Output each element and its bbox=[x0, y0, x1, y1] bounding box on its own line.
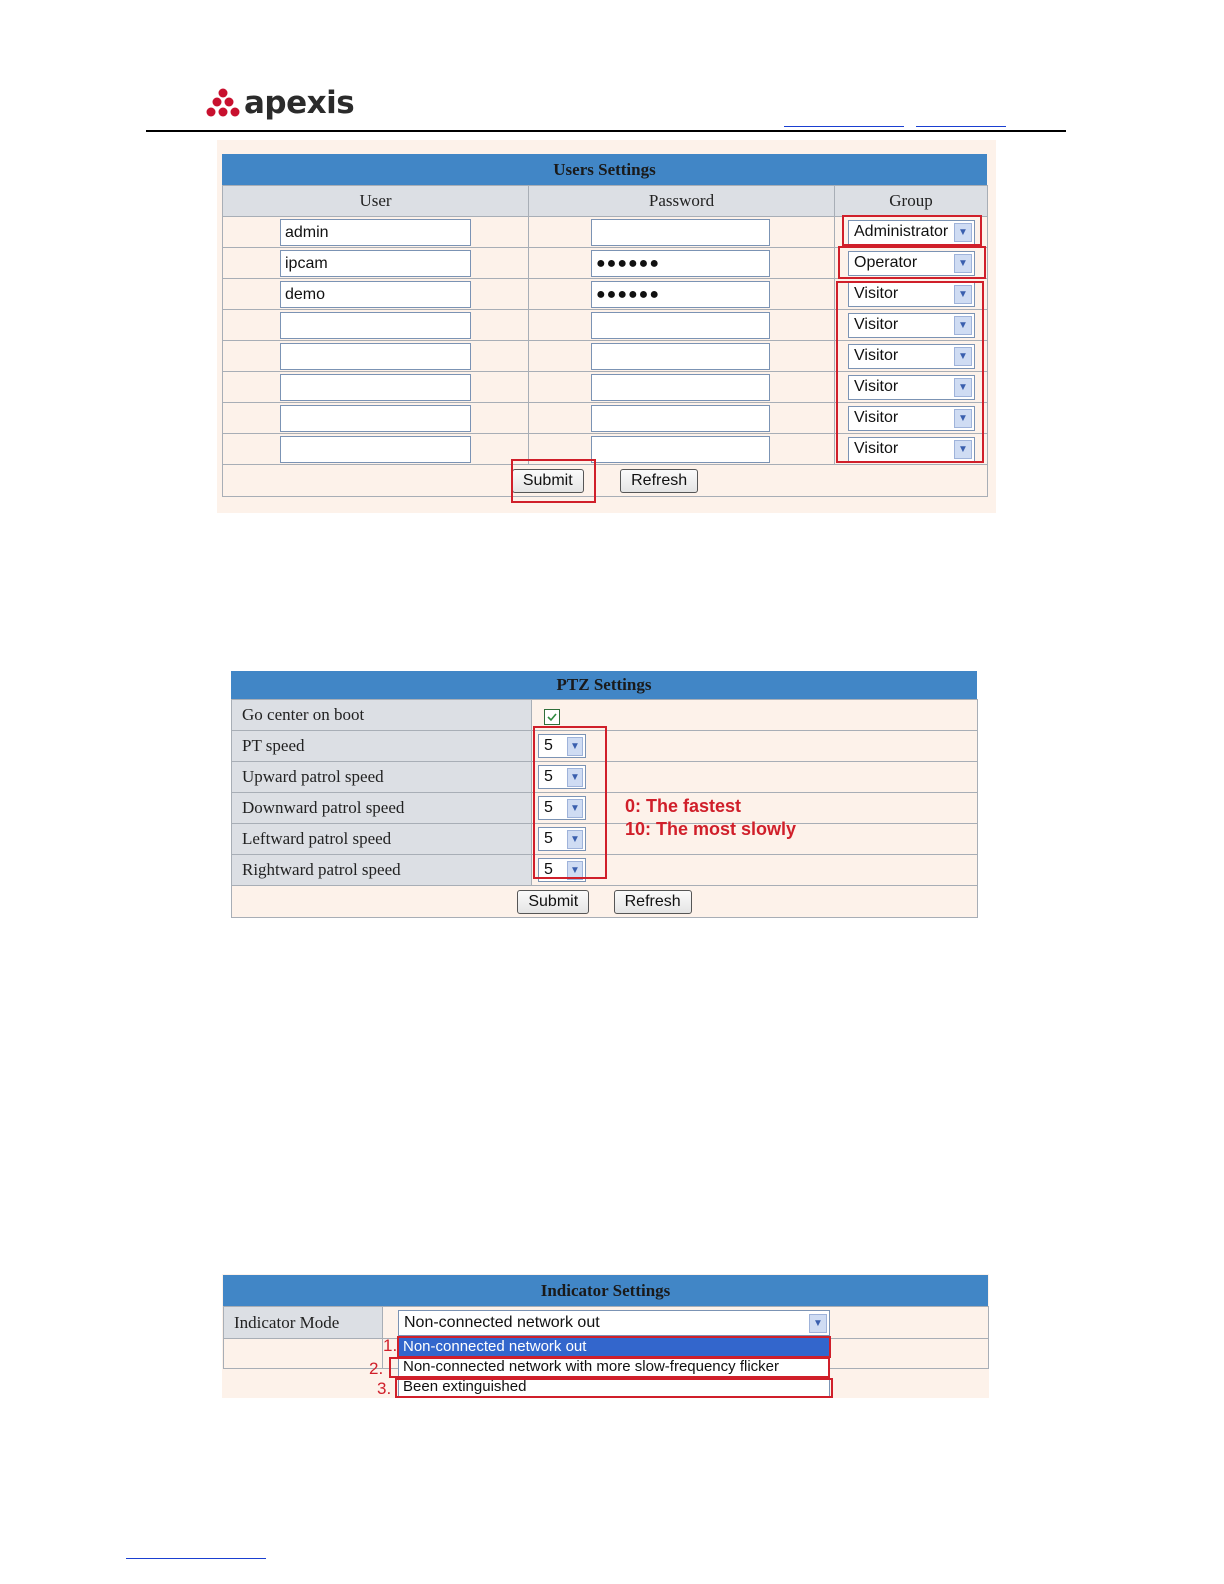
indicator-mode-label: Indicator Mode bbox=[224, 1307, 383, 1339]
group-value: Visitor bbox=[854, 285, 899, 302]
password-input[interactable] bbox=[591, 374, 770, 401]
highlight-visitors bbox=[836, 281, 984, 463]
apexis-logo bbox=[206, 86, 354, 120]
column-header-group: Group bbox=[835, 186, 988, 217]
password-input[interactable]: ●●●●●● bbox=[591, 281, 770, 308]
ptz-row-label: Leftward patrol speed bbox=[232, 824, 532, 855]
indicator-settings-title: Indicator Settings bbox=[223, 1275, 988, 1306]
highlight-speed-selects bbox=[533, 726, 607, 879]
highlight-option-2 bbox=[389, 1357, 830, 1378]
chevron-down-icon[interactable]: ▼ bbox=[954, 223, 972, 242]
users-submit-button[interactable]: Submit bbox=[512, 469, 584, 493]
column-header-password: Password bbox=[529, 186, 835, 217]
ptz-row-label: Rightward patrol speed bbox=[232, 855, 532, 886]
ptz-row-label: Upward patrol speed bbox=[232, 762, 532, 793]
option-number-1: 1. bbox=[383, 1336, 398, 1355]
speed-note-fastest: 0: The fastest bbox=[625, 796, 742, 816]
indicator-option-2[interactable]: Non-connected network with more slow-frequency flicker bbox=[399, 1358, 829, 1377]
username-input[interactable]: demo bbox=[280, 281, 471, 308]
highlight-administrator bbox=[842, 215, 982, 246]
password-input[interactable] bbox=[591, 436, 770, 463]
username-input[interactable] bbox=[280, 436, 471, 463]
ptz-row-label: PT speed bbox=[232, 731, 532, 762]
username-input[interactable]: admin bbox=[280, 219, 471, 246]
speed-value: 5 bbox=[544, 830, 553, 847]
username-input[interactable] bbox=[280, 343, 471, 370]
group-value: Visitor bbox=[854, 378, 899, 395]
indicator-mode-select[interactable] bbox=[398, 1310, 830, 1336]
password-input[interactable] bbox=[591, 219, 770, 246]
chevron-down-icon[interactable]: ▼ bbox=[954, 285, 972, 304]
speed-value: 5 bbox=[544, 768, 553, 785]
speed-value: 5 bbox=[544, 737, 553, 754]
header-link-1[interactable] bbox=[784, 126, 904, 127]
column-header-user: User bbox=[223, 186, 529, 217]
password-input[interactable] bbox=[591, 343, 770, 370]
highlight-option-3 bbox=[395, 1378, 833, 1398]
chevron-down-icon[interactable]: ▼ bbox=[954, 440, 972, 459]
ptz-settings-title: PTZ Settings bbox=[231, 671, 977, 699]
header-divider bbox=[146, 130, 1066, 132]
users-settings-title: Users Settings bbox=[222, 154, 987, 185]
chevron-down-icon[interactable]: ▼ bbox=[567, 799, 583, 818]
username-input[interactable] bbox=[280, 312, 471, 339]
chevron-down-icon[interactable]: ▼ bbox=[567, 737, 583, 756]
chevron-down-icon[interactable]: ▼ bbox=[954, 409, 972, 428]
speed-value: 5 bbox=[544, 799, 553, 816]
logo-dots-icon bbox=[206, 86, 240, 120]
group-value: Visitor bbox=[854, 316, 899, 333]
option-number-2: 2. bbox=[369, 1359, 384, 1378]
username-input[interactable] bbox=[280, 374, 471, 401]
chevron-down-icon[interactable]: ▼ bbox=[809, 1314, 827, 1333]
group-value: Operator bbox=[854, 254, 918, 271]
highlight-users-submit bbox=[511, 459, 596, 503]
footer-link[interactable] bbox=[126, 1558, 266, 1559]
chevron-down-icon[interactable]: ▼ bbox=[954, 378, 972, 397]
checkmark-icon bbox=[546, 711, 558, 723]
users-refresh-button[interactable]: Refresh bbox=[620, 469, 698, 493]
chevron-down-icon[interactable]: ▼ bbox=[567, 861, 583, 880]
chevron-down-icon[interactable]: ▼ bbox=[954, 316, 972, 335]
go-center-checkbox[interactable] bbox=[544, 709, 560, 725]
ptz-row-label: Downward patrol speed bbox=[232, 793, 532, 824]
password-input[interactable] bbox=[591, 312, 770, 339]
brand-name: apexis bbox=[244, 85, 355, 121]
password-input[interactable] bbox=[591, 405, 770, 432]
chevron-down-icon[interactable]: ▼ bbox=[567, 768, 583, 787]
group-value: Visitor bbox=[854, 440, 899, 457]
go-center-label: Go center on boot bbox=[232, 700, 532, 731]
chevron-down-icon[interactable]: ▼ bbox=[954, 254, 972, 273]
speed-note-slowest: 10: The most slowly bbox=[625, 819, 797, 839]
indicator-option-1[interactable]: Non-connected network out bbox=[399, 1338, 829, 1357]
highlight-option-1 bbox=[397, 1336, 831, 1358]
indicator-mode-value: Non-connected network out bbox=[404, 1314, 600, 1331]
speed-value: 5 bbox=[544, 861, 553, 878]
username-input[interactable] bbox=[280, 405, 471, 432]
ptz-submit-button[interactable]: Submit bbox=[517, 890, 589, 914]
highlight-operator bbox=[838, 246, 986, 279]
username-input[interactable]: ipcam bbox=[280, 250, 471, 277]
group-value: Visitor bbox=[854, 347, 899, 364]
indicator-option-3[interactable]: Been extinguished bbox=[399, 1378, 829, 1397]
header-link-2[interactable] bbox=[916, 126, 1006, 127]
ptz-refresh-button[interactable]: Refresh bbox=[614, 890, 692, 914]
chevron-down-icon[interactable]: ▼ bbox=[954, 347, 972, 366]
password-input[interactable]: ●●●●●● bbox=[591, 250, 770, 277]
group-value: Visitor bbox=[854, 409, 899, 426]
option-number-3: 3. bbox=[377, 1379, 392, 1398]
group-value: Administrator bbox=[854, 223, 949, 240]
chevron-down-icon[interactable]: ▼ bbox=[567, 830, 583, 849]
